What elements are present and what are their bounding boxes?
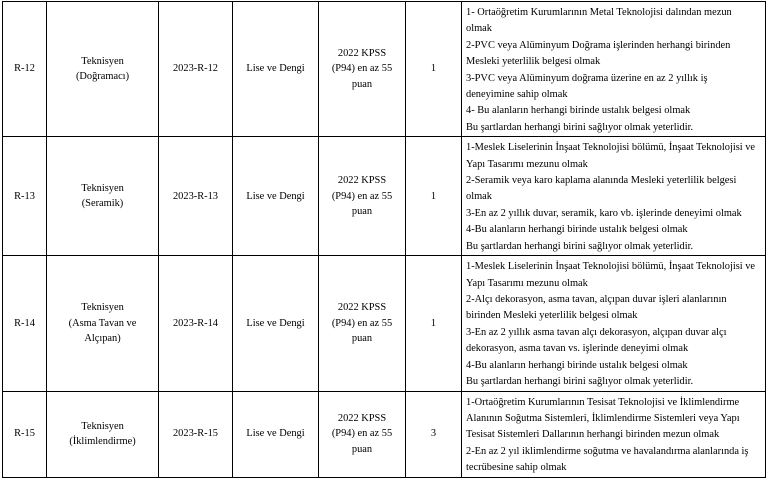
kpss-score <box>319 137 406 256</box>
position-title-line: Alçıpan) <box>84 333 121 345</box>
position-title-line: (Doğramacı) <box>75 71 130 83</box>
table-row <box>3 2 766 137</box>
position-title-line: (İklimlendirme) <box>69 436 136 448</box>
requirement-line: deneyimine sahip olmak <box>466 89 568 101</box>
kpss-score-line: (P94) en az 55 <box>331 317 393 329</box>
requirement-line: Bu şartlardan herhangi birini sağlıyor olmak yeterlidir. <box>466 121 694 133</box>
position-code: R-13 <box>3 137 47 256</box>
requirement-line: 3-En az 2 yıllık duvar, seramik, karo vb. işlerinde deneyimi olmak <box>466 207 742 219</box>
education-level: Lise ve Dengi <box>233 256 319 391</box>
requirement-line: 1-Meslek Liselerinin İnşaat Teknolojisi bölümü, İnşaat Teknolojisi ve <box>466 261 756 273</box>
kpss-score-line: puan <box>351 333 373 345</box>
position-title <box>47 2 159 137</box>
requirement-line: Bu şartlardan herhangi birini sağlıyor olmak yeterlidir. <box>466 240 694 252</box>
reference-code: 2023-R-12 <box>159 2 233 137</box>
kpss-score <box>319 391 406 477</box>
position-title-line: (Asma Tavan ve <box>68 317 137 329</box>
requirement-line: Tesisat Sistemleri Dallarının herhangi birinden mezun olmak <box>466 429 720 441</box>
requirement-line: olmak <box>466 23 492 35</box>
requirements <box>462 391 766 477</box>
quota: 1 <box>406 256 462 391</box>
table-row <box>3 391 766 477</box>
requirement-line: 3-PVC veya Alüminyum doğrama üzerine en az 2 yıllık iş <box>466 72 708 84</box>
position-title <box>47 256 159 391</box>
requirement-line: birinden Mesleki yeterlilik belgesi olmak <box>466 310 638 322</box>
requirement-line: 2-En az 2 yıl iklimlendirme soğutma ve havalandırma alanlarında iş <box>466 445 749 457</box>
quota: 1 <box>406 137 462 256</box>
kpss-score-line: (P94) en az 55 <box>331 63 393 75</box>
table-row <box>3 137 766 256</box>
position-code: R-15 <box>3 391 47 477</box>
position-title-line: Teknisyen <box>81 182 124 194</box>
requirement-line: Mesleki yeterlilik belgesi olmak <box>466 56 601 68</box>
requirements <box>462 2 766 137</box>
kpss-score-line: puan <box>351 443 373 455</box>
requirement-line: 4-Bu alanların herhangi birinde ustalık belgesi olmak <box>466 359 688 371</box>
requirement-line: 2-PVC veya Alüminyum Doğrama işlerinden herhangi birinden <box>466 39 731 51</box>
kpss-score-line: 2022 KPSS <box>337 302 387 314</box>
kpss-score-line: 2022 KPSS <box>337 412 387 424</box>
requirement-line: 1-Meslek Liselerinin İnşaat Teknolojisi bölümü, İnşaat Teknolojisi ve <box>466 142 756 154</box>
requirement-line: Yapı Tasarımı mezunu olmak <box>466 158 588 170</box>
requirements <box>462 137 766 256</box>
position-title-line: (Seramik) <box>81 198 124 210</box>
requirement-line: 1-Ortaöğretim Kurumlarının Tesisat Teknolojisi ve İklimlendirme <box>466 396 740 408</box>
requirement-line: Alanının Soğutma Sistemleri, İklimlendirme Sistemleri veya Yapı <box>466 412 740 424</box>
requirements <box>462 256 766 391</box>
requirement-line: dekorasyon, asma tavan vs. işlerinde deneyimi olmak <box>466 343 689 355</box>
position-title-line: Teknisyen <box>81 420 124 432</box>
position-title-line: Teknisyen <box>81 302 124 314</box>
kpss-score <box>319 2 406 137</box>
kpss-score-line: puan <box>351 78 373 90</box>
quota: 1 <box>406 2 462 137</box>
requirement-line: Bu şartlardan herhangi birini sağlıyor olmak yeterlidir. <box>466 376 694 388</box>
education-level: Lise ve Dengi <box>233 137 319 256</box>
requirement-line: tecrübesine sahip olmak <box>466 462 567 474</box>
position-code: R-14 <box>3 256 47 391</box>
quota: 3 <box>406 391 462 477</box>
requirement-line: 2-Seramik veya karo kaplama alanında Mesleki yeterlilik belgesi <box>466 175 737 187</box>
requirement-line: 2-Alçı dekorasyon, asma tavan, alçıpan duvar işleri alanlarının <box>466 294 727 306</box>
table-row <box>3 256 766 391</box>
requirement-line: 3-En az 2 yıllık asma tavan alçı dekorasyon, alçıpan duvar alçı <box>466 326 727 338</box>
reference-code: 2023-R-14 <box>159 256 233 391</box>
kpss-score-line: (P94) en az 55 <box>331 428 393 440</box>
requirement-line: olmak <box>466 191 492 203</box>
requirement-line: 4-Bu alanların herhangi birinde ustalık belgesi olmak <box>466 224 688 236</box>
position-title <box>47 137 159 256</box>
requirement-line: 1- Ortaöğretim Kurumlarının Metal Teknolojisi dalından mezun <box>466 7 732 18</box>
reference-code: 2023-R-15 <box>159 391 233 477</box>
education-level: Lise ve Dengi <box>233 2 319 137</box>
kpss-score-line: 2022 KPSS <box>337 47 387 59</box>
reference-code: 2023-R-13 <box>159 137 233 256</box>
kpss-score-line: (P94) en az 55 <box>331 190 393 202</box>
kpss-score <box>319 256 406 391</box>
positions-table <box>2 1 766 478</box>
kpss-score-line: puan <box>351 206 373 217</box>
position-code: R-12 <box>3 2 47 137</box>
position-title-line: Teknisyen <box>81 55 124 67</box>
position-title <box>47 391 159 477</box>
kpss-score-line: 2022 KPSS <box>337 175 387 186</box>
requirement-line: Yapı Tasarımı mezunu olmak <box>466 277 588 289</box>
education-level: Lise ve Dengi <box>233 391 319 477</box>
requirement-line: 4- Bu alanların herhangi birinde ustalık belgesi olmak <box>466 105 691 117</box>
